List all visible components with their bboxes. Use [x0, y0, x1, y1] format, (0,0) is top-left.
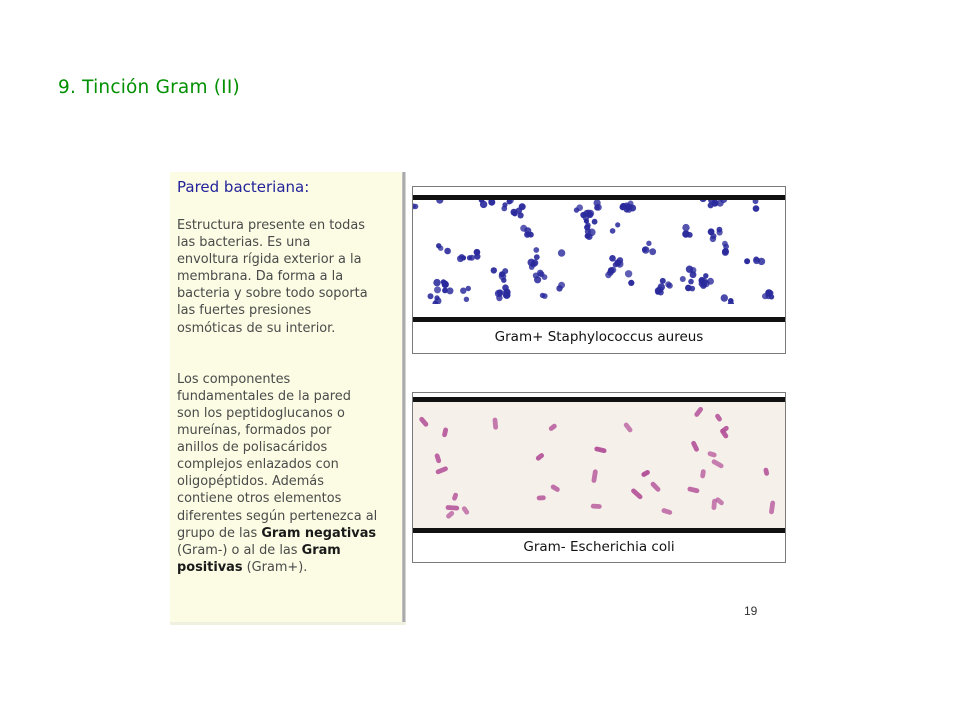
coccus-cell — [649, 248, 656, 255]
coccus-cell — [528, 259, 536, 267]
slide-title: 9. Tinción Gram (II) — [58, 77, 240, 98]
coccus-cell — [537, 270, 544, 277]
coccus-cell — [461, 255, 466, 260]
coccus-cell — [722, 241, 728, 247]
gram-negative-micrograph — [413, 402, 785, 528]
coccus-cell — [587, 212, 593, 218]
coccus-cell — [442, 280, 448, 286]
coccus-cell — [690, 267, 696, 273]
coccus-cell — [614, 259, 621, 266]
coccus-cell — [518, 212, 524, 218]
coccus-cell — [502, 202, 507, 207]
coccus-cell — [556, 285, 562, 291]
bold-gram-positivas: Gram positivas — [177, 542, 341, 575]
coccus-cell — [442, 288, 448, 294]
coccus-cell — [624, 202, 630, 208]
coccus-cell — [464, 297, 469, 302]
coccus-cell — [753, 205, 760, 212]
coccus-cell — [665, 281, 671, 287]
bacillus-cell — [445, 505, 459, 511]
coccus-cell — [703, 273, 708, 278]
coccus-cell — [690, 286, 696, 292]
coccus-cell — [708, 228, 715, 235]
coccus-cell — [438, 246, 443, 251]
coccus-cell — [574, 207, 579, 212]
page-number: 19 — [744, 604, 758, 618]
gram-negative-caption: Gram- Escherichia coli — [523, 539, 675, 555]
coccus-cell — [480, 201, 487, 208]
coccus-cell — [526, 232, 531, 237]
coccus-cell — [660, 278, 666, 284]
coccus-cell — [467, 255, 472, 260]
coccus-cell — [655, 289, 660, 294]
coccus-cell — [460, 288, 466, 294]
coccus-cell — [625, 270, 632, 277]
panel-heading: Pared bacteriana: — [177, 178, 310, 196]
slide-bar-bottom — [413, 528, 785, 533]
panel-body — [177, 217, 401, 576]
gram-positive-micrograph — [413, 200, 785, 304]
bacillus-cell — [591, 504, 602, 509]
coccus-cell — [688, 279, 694, 285]
coccus-cell — [615, 222, 620, 227]
bold-gram-negativas: Gram negativas — [261, 525, 377, 541]
coccus-cell — [646, 241, 651, 246]
coccus-cell — [758, 258, 765, 265]
coccus-cell — [586, 233, 593, 240]
coccus-cell — [491, 267, 497, 273]
coccus-cell — [687, 232, 693, 238]
coccus-cell — [710, 236, 716, 242]
coccus-cell — [434, 286, 441, 293]
coccus-cell — [592, 219, 598, 225]
coccus-cell — [533, 247, 539, 253]
gram-positive-caption: Gram+ Staphylococcus aureus — [494, 329, 704, 345]
coccus-cell — [722, 249, 729, 256]
panel-paragraph-2 — [177, 354, 401, 576]
coccus-cell — [444, 248, 451, 255]
coccus-cell — [699, 281, 705, 287]
coccus-cell — [609, 255, 616, 262]
panel-shadow — [402, 172, 406, 624]
coccus-cell — [502, 284, 509, 291]
coccus-cell — [499, 271, 505, 277]
coccus-cell — [512, 211, 517, 216]
coccus-cell — [765, 289, 772, 296]
micrograph-background — [413, 402, 785, 528]
coccus-cell — [610, 228, 616, 234]
bacillus-cell — [537, 495, 546, 500]
coccus-cell — [433, 279, 440, 286]
coccus-cell — [717, 229, 723, 235]
coccus-cell — [682, 224, 689, 231]
coccus-cell — [534, 254, 540, 260]
panel-shadow-bottom — [170, 622, 406, 625]
coccus-cell — [428, 293, 434, 299]
coccus-cell — [474, 249, 480, 255]
coccus-cell — [744, 258, 750, 264]
coccus-cell — [595, 204, 602, 211]
gram-negative-figure — [412, 392, 786, 563]
coccus-cell — [466, 286, 471, 291]
gram-positive-figure — [412, 186, 786, 354]
coccus-cell — [605, 272, 611, 278]
coccus-cell — [520, 225, 527, 232]
coccus-cell — [642, 246, 650, 254]
coccus-cell — [558, 249, 565, 256]
coccus-cell — [540, 293, 545, 298]
coccus-cell — [495, 290, 503, 298]
panel-paragraph-1: Estructura presente en todas las bacterias. Es una envoltura rígida exterior a la membrana. Da forma a la bacteria y sobre todo soporta las fuertes presiones osmóticas de su interior. — [177, 218, 368, 336]
paragraph-2-text: (Gram+). — [242, 559, 308, 575]
slide-bar-bottom — [413, 317, 785, 322]
coccus-cell — [721, 294, 728, 301]
paragraph-2-text: Los componentes fundamentales de la pared son los peptidoglucanos o mureínas, formados por anillos de polisacáridos complejos enlazados con oligopéptidos. Además contiene otros elementos diferentes según pertenezca al grupo de las — [177, 371, 378, 541]
coccus-cell — [628, 280, 634, 286]
coccus-cell — [680, 276, 686, 282]
paragraph-2-text: (Gram-) o al de las — [177, 542, 298, 558]
